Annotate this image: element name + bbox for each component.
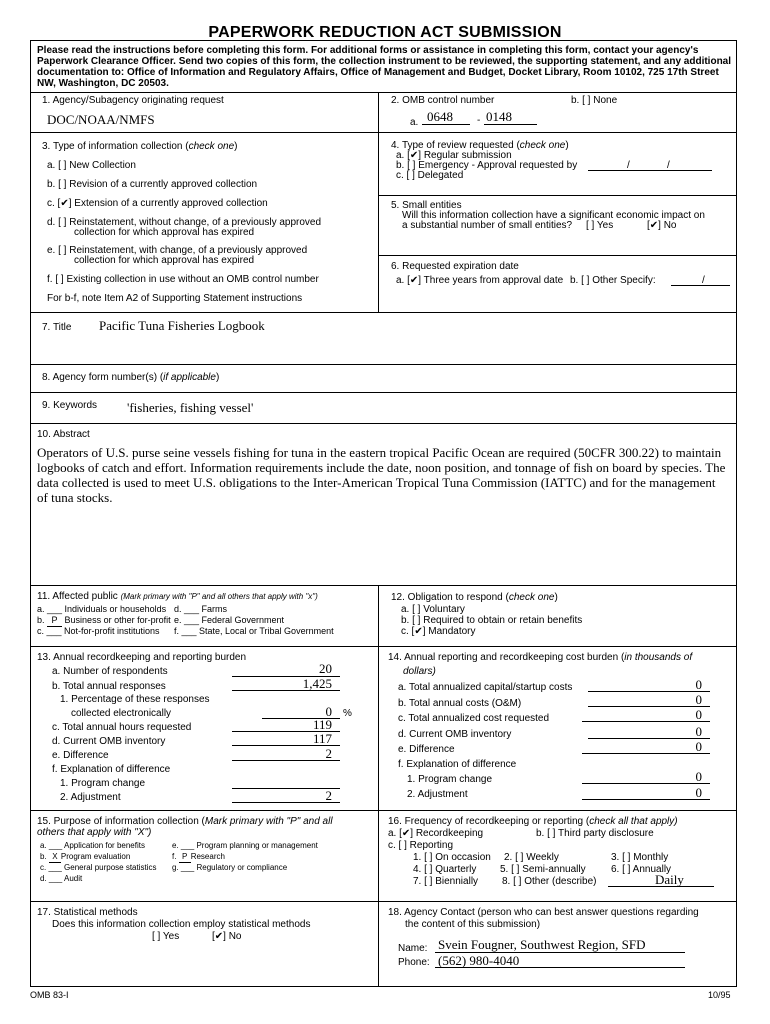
burden-program-change-label: 1. Program change — [60, 778, 146, 789]
cost-adjustment-value[interactable]: 0 — [695, 785, 702, 800]
burden-responses-value[interactable]: 1,425 — [302, 676, 332, 691]
statistical-methods-yes[interactable]: [ ] Yes — [152, 931, 180, 942]
frequency-label: 16. Frequency of recordkeeping or reporting (check all that apply) — [388, 816, 678, 827]
small-entities-yes[interactable]: [ ] Yes — [586, 220, 614, 231]
expiration-date-slash: / — [702, 275, 705, 286]
burden-percent-sign: % — [343, 708, 352, 719]
cost-difference-label: e. Difference — [398, 744, 455, 755]
cost-program-change-value[interactable]: 0 — [695, 769, 702, 784]
small-entities-question-1: Will this information collection have a significant economic impact on — [402, 210, 705, 221]
purpose-benefits-option[interactable]: a. ___ Application for benefits — [40, 841, 145, 850]
frequency-quarterly-option[interactable]: 4. [ ] Quarterly — [413, 864, 477, 875]
emergency-date-slash-2: / — [667, 160, 670, 171]
frequency-biennially-option[interactable]: 7. [ ] Biennially — [413, 876, 479, 887]
omb-number-label: 2. OMB control number — [391, 95, 495, 106]
form-title: PAPERWORK REDUCTION ACT SUBMISSION — [208, 24, 562, 41]
cost-explanation-label: f. Explanation of difference — [398, 759, 517, 770]
agency-contact-label-2: the content of this submission) — [405, 919, 541, 930]
agency-label: 1. Agency/Subagency originating request — [42, 95, 224, 106]
omb-number-part2[interactable]: 0148 — [486, 109, 512, 124]
frequency-semi-annually-option[interactable]: 5. [ ] Semi-annually — [500, 864, 586, 875]
public-farms-option[interactable]: d. ___ Farms — [174, 604, 228, 614]
public-nonprofit-option[interactable]: c. ___ Not-for-profit institutions — [37, 626, 160, 636]
purpose-research-option[interactable]: f. P Research — [172, 852, 225, 861]
collection-extension-option[interactable]: c. [✔] Extension of a currently approved collection — [47, 198, 268, 209]
burden-difference-label: e. Difference — [52, 750, 109, 761]
frequency-other-value[interactable]: Daily — [655, 872, 684, 887]
purpose-label-2: others that apply with "X") — [37, 827, 152, 838]
agency-contact-label: 18. Agency Contact (person who can best answer questions regarding — [388, 907, 699, 918]
purpose-planning-option[interactable]: e. ___ Program planning or management — [172, 841, 318, 850]
collection-revision-option[interactable]: b. [ ] Revision of a currently approved collection — [47, 179, 258, 190]
burden-inventory-value[interactable]: 117 — [312, 731, 332, 746]
burden-adjustment-label: 2. Adjustment — [60, 792, 121, 803]
contact-name-label: Name: — [398, 943, 428, 954]
frequency-reporting-option[interactable]: c. [ ] Reporting — [388, 840, 454, 851]
footer-form-id: OMB 83-I — [30, 990, 69, 1000]
cost-capital-label: a. Total annualized capital/startup costs — [398, 682, 573, 693]
cost-om-value[interactable]: 0 — [695, 692, 702, 707]
statistical-methods-label: 17. Statistical methods — [37, 907, 138, 918]
purpose-statistics-option[interactable]: c. ___ General purpose statistics — [40, 863, 157, 872]
title-value[interactable]: Pacific Tuna Fisheries Logbook — [99, 318, 265, 333]
cost-om-label: b. Total annual costs (O&M) — [398, 698, 522, 709]
frequency-weekly-option[interactable]: 2. [ ] Weekly — [504, 852, 559, 863]
cost-requested-value[interactable]: 0 — [695, 707, 702, 722]
instructions: Please read the instructions before completing this form. For additional forms or assistance in completing this form, contact your agency's Paperwork Clearance Officer. Send two copies of this form, the collection instrument to be reviewed, the supporting statement, and any additional documentation to: Office of Information and Regulatory Affairs, Office of Management and Budget, Docket Library, Room 10102, 725 17th Street NW, Washington, DC 20503. — [37, 45, 732, 89]
burden-hours-value[interactable]: 119 — [312, 717, 332, 732]
small-entities-question-2: a substantial number of small entities? — [402, 220, 573, 231]
omb-dash: - — [477, 115, 481, 126]
expiration-other-option[interactable]: b. [ ] Other Specify: — [570, 275, 656, 286]
title-label: 7. Title — [42, 322, 72, 333]
cost-adjustment-label: 2. Adjustment — [407, 789, 468, 800]
statistical-methods-question: Does this information collection employ statistical methods — [52, 919, 311, 930]
burden-respondents-value[interactable]: 20 — [319, 661, 332, 676]
small-entities-no[interactable]: [✔] No — [647, 220, 677, 231]
frequency-on-occasion-option[interactable]: 1. [ ] On occasion — [413, 852, 491, 863]
obligation-required-option[interactable]: b. [ ] Required to obtain or retain benefits — [401, 615, 583, 626]
collection-reinstatement-nochange-option[interactable]: d. [ ] Reinstatement, without change, of a previously approved — [47, 217, 322, 228]
small-entities-label: 5. Small entities — [391, 200, 462, 211]
emergency-date-slash-1: / — [627, 160, 630, 171]
collection-new-option[interactable]: a. [ ] New Collection — [47, 160, 136, 171]
burden-label: 13. Annual recordkeeping and reporting burden — [37, 652, 247, 663]
review-delegated-option[interactable]: c. [ ] Delegated — [396, 170, 464, 181]
purpose-regulatory-option[interactable]: g. ___ Regulatory or compliance — [172, 863, 288, 872]
obligation-label: 12. Obligation to respond (check one) — [391, 592, 558, 603]
frequency-other-option[interactable]: 8. [ ] Other (describe) — [502, 876, 597, 887]
collection-note: For b-f, note Item A2 of Supporting Statement instructions — [47, 293, 303, 304]
review-regular-option[interactable]: a. [✔] Regular submission — [396, 150, 512, 161]
cost-inventory-label: d. Current OMB inventory — [398, 729, 512, 740]
expiration-label: 6. Requested expiration date — [391, 261, 519, 272]
burden-adjustment-value[interactable]: 2 — [325, 788, 332, 803]
public-federal-option[interactable]: e. ___ Federal Government — [174, 615, 285, 625]
collection-reinstatement-change-option[interactable]: e. [ ] Reinstatement, with change, of a previously approved — [47, 245, 308, 256]
contact-phone-value[interactable]: (562) 980-4040 — [438, 953, 520, 968]
collection-existing-option[interactable]: f. [ ] Existing collection in use without an OMB control number — [47, 274, 319, 285]
cost-burden-label-2: dollars) — [403, 666, 436, 677]
frequency-monthly-option[interactable]: 3. [ ] Monthly — [611, 852, 669, 863]
keywords-label: 9. Keywords — [42, 400, 98, 411]
agency-value: DOC/NOAA/NMFS — [47, 112, 155, 127]
omb-none-checkbox[interactable]: b. [ ] None — [571, 95, 618, 106]
cost-difference-value[interactable]: 0 — [695, 739, 702, 754]
burden-difference-value[interactable]: 2 — [325, 746, 332, 761]
affected-public-label: 11. Affected public (Mark primary with "P" and all others that apply with "x") — [37, 591, 318, 602]
obligation-voluntary-option[interactable]: a. [ ] Voluntary — [401, 604, 465, 615]
burden-inventory-label: d. Current OMB inventory — [52, 736, 166, 747]
abstract-text[interactable]: Operators of U.S. purse seine vessels fishing for tuna in the eastern tropical Pacific Ocean are required (50CFR 300.22) to maintain logbooks of catch and effort. Information requirements include the date, noon position, and tonnage of fish on board by species. The data collected is used to meet U.S. obligations to the Inter-American Tropical Tuna Commission (IATTC) and for the management of tuna stocks. — [37, 445, 726, 505]
review-type-label: 4. Type of review requested (check one) — [391, 140, 569, 151]
cost-inventory-value[interactable]: 0 — [695, 724, 702, 739]
expiration-three-years-option[interactable]: a. [✔] Three years from approval date — [396, 275, 564, 286]
public-individuals-option[interactable]: a. ___ Individuals or households — [37, 604, 167, 614]
collection-reinstatement-change-text: collection for which approval has expired — [74, 255, 255, 266]
public-state-local-option[interactable]: f. ___ State, Local or Tribal Government — [174, 626, 334, 636]
public-business-option[interactable]: b. P Business or other for-profit — [37, 615, 171, 625]
collection-type-label: 3. Type of information collection (check one) — [42, 141, 238, 152]
burden-respondents-label: a. Number of respondents — [52, 666, 168, 677]
review-emergency-option[interactable]: b. [ ] Emergency - Approval requested by — [396, 160, 578, 171]
cost-capital-value[interactable]: 0 — [695, 677, 702, 692]
contact-name-value[interactable]: Svein Fougner, Southwest Region, SFD — [438, 937, 646, 952]
omb-a-prefix: a. — [410, 117, 419, 128]
frequency-annually-option[interactable]: 6. [ ] Annually — [611, 864, 672, 875]
burden-hours-label: c. Total annual hours requested — [52, 722, 192, 733]
frequency-recordkeeping-option[interactable]: a. [✔] Recordkeeping — [388, 828, 484, 839]
burden-explanation-label: f. Explanation of difference — [52, 764, 171, 775]
purpose-audit-option[interactable]: d. ___ Audit — [40, 874, 83, 883]
footer-date: 10/95 — [708, 990, 731, 1000]
frequency-third-party-option[interactable]: b. [ ] Third party disclosure — [536, 828, 654, 839]
burden-electronic-value[interactable]: 0 — [325, 704, 332, 719]
cost-requested-label: c. Total annualized cost requested — [398, 713, 550, 724]
purpose-label: 15. Purpose of information collection (Mark primary with "P" and all — [37, 816, 333, 827]
purpose-evaluation-option[interactable]: b. X Program evaluation — [40, 852, 131, 861]
obligation-mandatory-option[interactable]: c. [✔] Mandatory — [401, 626, 476, 637]
burden-percentage-label: 1. Percentage of these responses — [60, 694, 210, 705]
burden-electronic-label: collected electronically — [71, 708, 172, 719]
contact-phone-label: Phone: — [398, 957, 430, 968]
collection-reinstatement-nochange-text: collection for which approval has expired — [74, 227, 255, 238]
burden-responses-label: b. Total annual responses — [52, 681, 166, 692]
omb-number-part1[interactable]: 0648 — [427, 109, 453, 124]
agency-form-number-label: 8. Agency form number(s) (if applicable) — [42, 372, 220, 383]
statistical-methods-no[interactable]: [✔] No — [212, 931, 242, 942]
cost-program-change-label: 1. Program change — [407, 774, 493, 785]
cost-burden-label: 14. Annual reporting and recordkeeping cost burden (in thousands of — [388, 652, 693, 663]
keywords-value[interactable]: 'fisheries, fishing vessel' — [127, 400, 254, 415]
abstract-label: 10. Abstract — [37, 429, 90, 440]
